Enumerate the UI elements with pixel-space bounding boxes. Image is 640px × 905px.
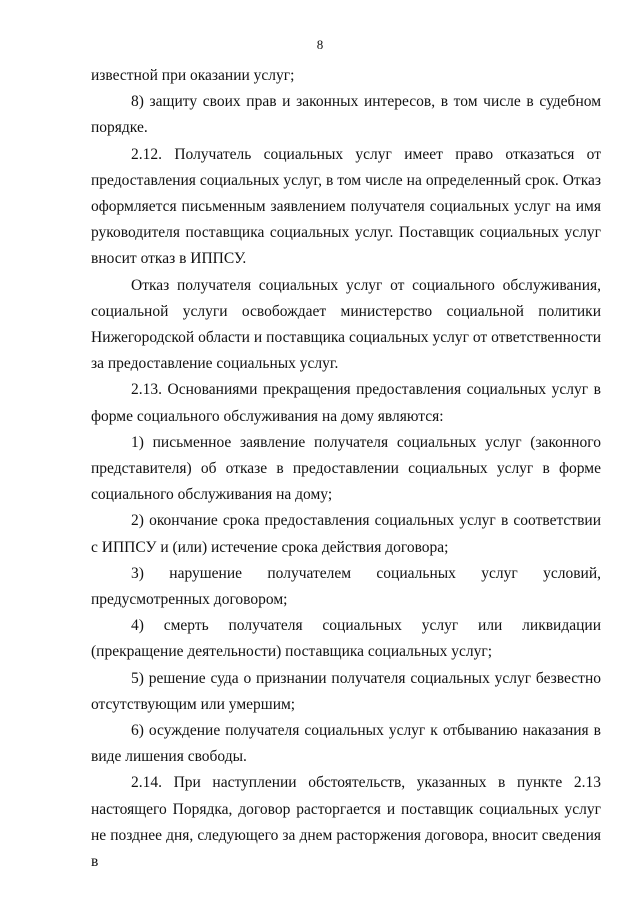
paragraph-item-4: 4) смерть получателя социальных услуг или ликвидации (прекращение деятельности) поставщика социальных услуг;	[91, 617, 601, 661]
page-number: 8	[316, 37, 324, 52]
paragraph-item-2: 2) окончание срока предоставления социальных услуг в соответствии с ИППСУ и (или) истечение срока действия договора;	[91, 512, 601, 556]
paragraph-item-5: 5) решение суда о признании получателя социальных услуг безвестно отсутствующим или умершим;	[91, 669, 601, 713]
paragraph-item-1: 1) письменное заявление получателя социальных услуг (законного представителя) об отказе в предоставлении социальных услуг в форме социального обслуживания на дому;	[91, 433, 601, 504]
paragraph-2-14: 2.14. При наступлении обстоятельств, указанных в пункте 2.13 настоящего Порядка, договор расторгается и поставщик социальных услуг не позднее дня, следующего за днем расторжения договора, вносит сведения в	[91, 774, 601, 871]
paragraph-item-6: 6) осуждение получателя социальных услуг к отбыванию наказания в виде лишения свободы.	[91, 722, 601, 766]
paragraph-item-3: 3) нарушение получателем социальных услуг условий, предусмотренных договором;	[91, 564, 601, 609]
document-body	[91, 63, 601, 875]
paragraph-continuation: известной при оказании услуг;	[91, 67, 295, 84]
paragraph-2-13: 2.13. Основаниями прекращения предоставления социальных услуг в форме социального обслуживания на дому являются:	[91, 381, 601, 425]
paragraph-item-8: 8) защиту своих прав и законных интересов, в том числе в судебном порядке.	[91, 93, 601, 137]
paragraph-2-12: 2.12. Получатель социальных услуг имеет право отказаться от предоставления социальных услуг, в том числе на определенный срок. Отказ оформляется письменным заявлением получателя социальных услуг на имя руководителя поставщика социальных услуг. Поставщик социальных услуг вносит отказ в ИППСУ.	[91, 145, 601, 268]
paragraph-refusal: Отказ получателя социальных услуг от социального обслуживания, социальной услуги освобождает министерство социальной политики Нижегородской области и поставщика социальных услуг от ответственности за предоставление социальных услуг.	[91, 276, 601, 373]
